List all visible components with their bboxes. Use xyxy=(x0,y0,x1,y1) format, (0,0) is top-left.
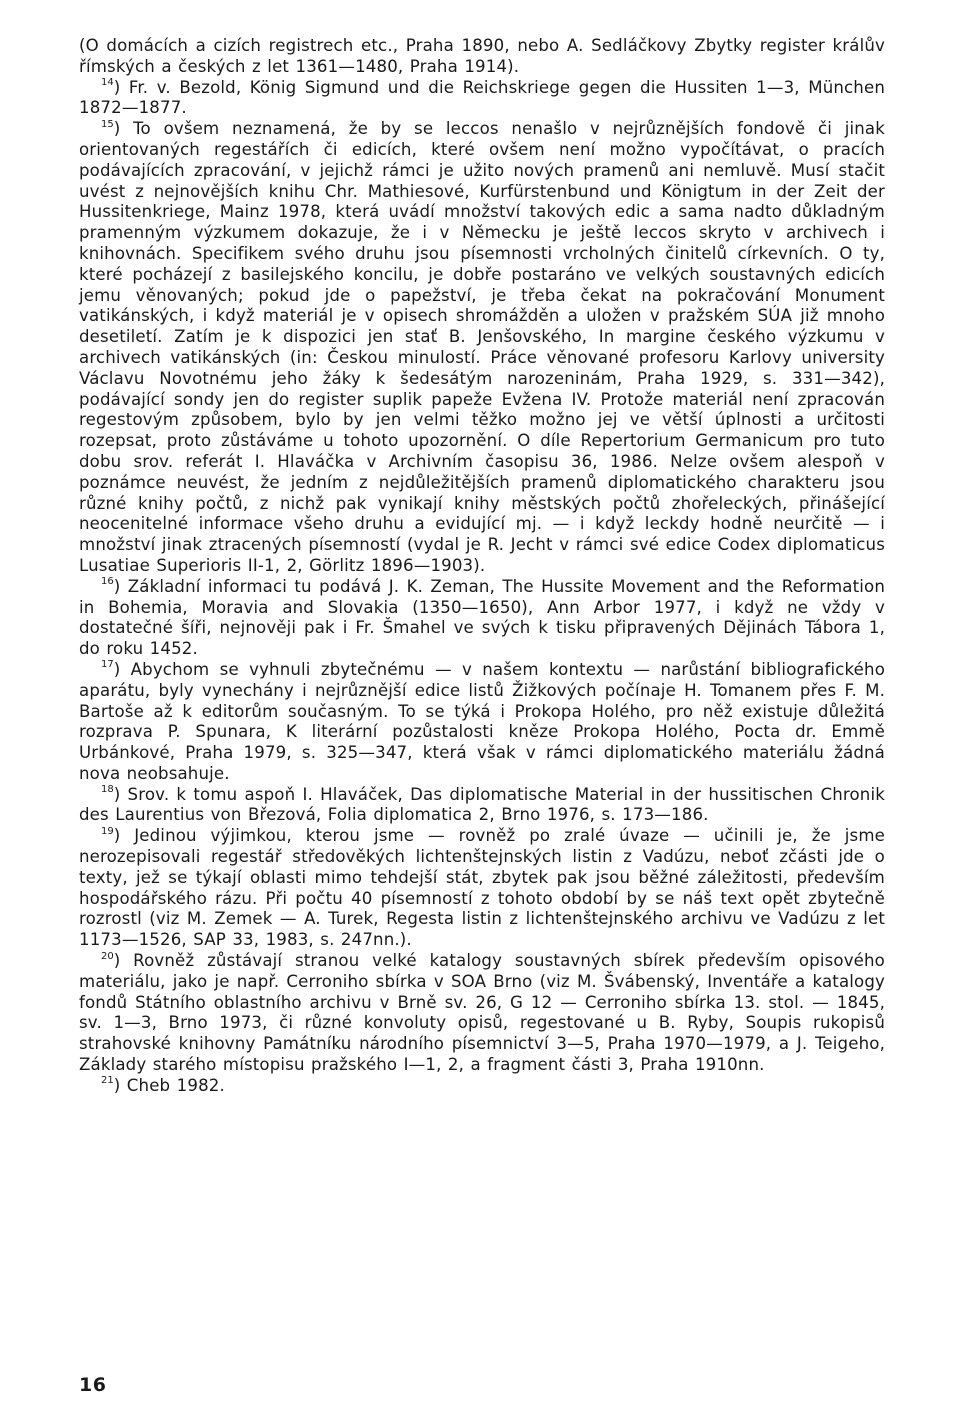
footnotes-block xyxy=(79,36,885,1097)
footnote-19: $^{19}$) Jedinou výjimkou, kterou jsme — rovněž po zralé úvaze — učinili je, že jsme nerozepisovali regestář středověkých lichtenštejnských listin z Vadúzu, neboť zčásti jde o texty, jež se týkají oblasti mimo tehdejší stát, zbytek pak jsou běžné záležitosti, především hospodářského rázu. Při počtu 40 písemností z tohoto období by se náš text opět zbytečně rozrostl (viz M. Zemek — A. Turek, Regesta listin z lichtenštejnského archivu ve Vadúzu z let 1173—1526, SAP 33, 1983, s. 247nn.). xyxy=(79,825,885,950)
footnote-text: Základní informaci tu podává J. K. Zeman, The Hussite Movement and the Reformation in Bohemia, Moravia and Slovakia (1350—1650), Ann Arbor 1977, i když ne vždy v dostatečné šíři, nejnověji pak i Fr. Šmahel ve svých k tisku připravených Dějinách Tábora 1, do roku 1452. xyxy=(79,576,885,659)
footnote-text: To ovšem neznamená, že by se leccos nenašlo v nejrůznějších fondově či jinak orientovaných regestářích či edicích, které ovšem není možno vypočítávat, o pracích podávajících zpracování, v jejichž rámci je užito nových pramenů ani nemluvě. Musí stačit uvést z nejnovějších knihu Chr. Mathiesové, Kurfürstenbund und Königtum in der Zeit der Hussitenkriege, Mainz 1978, která uvádí množství takových edic a sama nadto důkladným pramenným výzkumem dokazuje, že i v Německu je ještě leccos skryto v archivech i knihovnách. Specifikem svého druhu jsou písemnosti vrcholných činitelů církevních. O ty, které pocházejí z basilejského koncilu, je dobře postaráno ve velkých soustavných edicích jemu věnovaných; pokud jde o papežství, je třeba čekat na pokračování Monument vatikánských, i když materiál je v opisech shromážděn a uložen v pražském SÚA již mnoho desetiletí. Zatím je k dispozici jen stať B. Jenšovského, In margine českého výzkumu v archivech vatikánských (in: Českou minulostí. Práce věnované profesoru Karlovy university Václavu Novotnému jeho žáky k šedesátým narozeninám, Praha 1929, s. 331—342), podávající sondy jen do register suplik papeže Evžena IV. Protože materiál není zpracován regestovým způsobem, bylo by jen velmi těžko možno jej ve větší úplnosti a určitosti rozepsat, proto zůstáváme u tohoto upozornění. O díle Repertorium Germanicum pro tuto dobu srov. referát I. Hlaváčka v Archivním časopisu 36, 1986. Nelze ovšem alespoň v poznámce neuvést, že jedním z nejdůležitějších pramenů diplomatického charakteru jsou různé knihy počtů, z nichž pak vynikají knihy městských počtů zhořeleckých, přinášející neocenitelné informace všeho druhu a evidující mj. — i když leckdy hodně neurčitě — i množství jinak ztracených písemností (vydal je R. Jecht v rámci své edice Codex diplomaticus Lusatiae Superioris II-1, 2, Görlitz 1896—1903). xyxy=(79,119,885,575)
footnote-text: Rovněž zůstávají stranou velké katalogy soustavných sbírek především opisového materiálu, jako je např. Cerroniho sbírka v SOA Brno (viz M. Švábenský, Inventáře a katalogy fondů Státního oblastního archivu v Brně sv. 26, G 12 — Cerroniho sbírka 13. stol. — 1845, sv. 1—3, Brno 1973, či různé konvoluty opisů, regestované u B. Ryby, Soupis rukopisů strahovské knihovny Památníku národního písemnictví 3—5, Praha 1970—1979, a J. Teigeho, Základy starého místopisu pražského I—1, 2, a fragment části 3, Praha 1910nn. xyxy=(79,951,885,1075)
footnote-18: $^{18}$) Srov. k tomu aspoň I. Hlaváček, Das diplomatische Material in der hussitischen Chronik des Laurentius von Březová, Folia diplomatica 2, Brno 1976, s. 173—186. xyxy=(79,784,885,825)
footnote-number: 17 xyxy=(101,659,114,671)
footnote-number: 20 xyxy=(101,950,114,962)
footnote-number: 15 xyxy=(101,118,114,130)
footnote-17: $^{17}$) Abychom se vyhnuli zbytečnému — v našem kontextu — narůstání bibliografického aparátu, byly vynechány i nejrůznější edice listů Žižkových počínaje H. Tomanem přes F. M. Bartoše až k editorům současným. To se týká i Prokopa Holého, pro něž existuje důležitá rozprava P. Spunara, K literární pozůstalosti kněze Prokopa Holého, Pocta dr. Emmě Urbánkové, Praha 1979, s. 325—347, která však v rámci diplomatického materiálu žádná nova neobsahuje. xyxy=(79,659,885,783)
page-number: 16 xyxy=(79,1374,107,1396)
footnote-14: $^{14}$) Fr. v. Bezold, König Sigmund und die Reichskriege gegen die Hussiten 1—3, München 1872—1877. xyxy=(79,77,885,118)
footnote-text: Jedinou výjimkou, kterou jsme — rovněž po zralé úvaze — učinili je, že jsme nerozepisovali regestář středověkých lichtenštejnských listin z Vadúzu, neboť zčásti jde o texty, jež se týkají oblasti mimo tehdejší stát, zbytek pak jsou běžné záležitosti, především hospodářského rázu. Při počtu 40 písemností z tohoto období by se náš text opět zbytečně rozrostl (viz M. Zemek — A. Turek, Regesta listin z lichtenštejnského archivu ve Vadúzu z let 1173—1526, SAP 33, 1983, s. 247nn.). xyxy=(79,826,885,950)
footnote-21: $^{21}$) Cheb 1982. xyxy=(101,1075,225,1095)
footnote-text: Srov. k tomu aspoň I. Hlaváček, Das diplomatische Material in der hussitischen Chronik des Laurentius von Březová, Folia diplomatica 2, Brno 1976, s. 173—186. xyxy=(79,784,885,825)
footnote-number: 19 xyxy=(101,825,114,837)
footnote-13-continuation: (O domácích a cizích registrech etc., Praha 1890, nebo A. Sedláčkovy Zbytky register králův římských a českých z let 1361—1480, Praha 1914). xyxy=(79,36,885,76)
footnote-text: Cheb 1982. xyxy=(126,1075,225,1095)
footnote-number: 16 xyxy=(101,576,114,588)
footnote-text: Fr. v. Bezold, König Sigmund und die Reichskriege gegen die Hussiten 1—3, München 1872—1877. xyxy=(79,77,885,118)
footnote-16: $^{16}$) Základní informaci tu podává J. K. Zeman, The Hussite Movement and the Reformation in Bohemia, Moravia and Slovakia (1350—1650), Ann Arbor 1977, i když ne vždy v dostatečné šíři, nejnověji pak i Fr. Šmahel ve svých k tisku připravených Dějinách Tábora 1, do roku 1452. xyxy=(79,576,885,659)
footnote-text: Abychom se vyhnuli zbytečnému — v našem kontextu — narůstání bibliografického aparátu, byly vynechány i nejrůznější edice listů Žižkových počínaje H. Tomanem přes F. M. Bartoše až k editorům současným. To se týká i Prokopa Holého, pro něž existuje důležitá rozprava P. Spunara, K literární pozůstalosti kněze Prokopa Holého, Pocta dr. Emmě Urbánkové, Praha 1979, s. 325—347, která však v rámci diplomatického materiálu žádná nova neobsahuje. xyxy=(79,659,885,783)
footnote-20: $^{20}$) Rovněž zůstávají stranou velké katalogy soustavných sbírek především opisového materiálu, jako je např. Cerroniho sbírka v SOA Brno (viz M. Švábenský, Inventáře a katalogy fondů Státního oblastního archivu v Brně sv. 26, G 12 — Cerroniho sbírka 13. stol. — 1845, sv. 1—3, Brno 1973, či různé konvoluty opisů, regestované u B. Ryby, Soupis rukopisů strahovské knihovny Památníku národního písemnictví 3—5, Praha 1970—1979, a J. Teigeho, Základy starého místopisu pražského I—1, 2, a fragment části 3, Praha 1910nn. xyxy=(79,950,885,1075)
footnote-number: 18 xyxy=(101,784,114,796)
footnote-15: $^{15}$) To ovšem neznamená, že by se leccos nenašlo v nejrůznějších fondově či jinak orientovaných regestářích či edicích, které ovšem není možno vypočítávat, o pracích podávajících zpracování, v jejichž rámci je užito nových pramenů ani nemluvě. Musí stačit uvést z nejnovějších knihu Chr. Mathiesové, Kurfürstenbund und Königtum in der Zeit der Hussitenkriege, Mainz 1978, která uvádí množství takových edic a sama nadto důkladným pramenným výzkumem dokazuje, že i v Německu je ještě leccos skryto v archivech i knihovnách. Specifikem svého druhu jsou písemnosti vrcholných činitelů církevních. O ty, které pocházejí z basilejského koncilu, je dobře postaráno ve velkých soustavných edicích jemu věnovaných; pokud jde o papežství, je třeba čekat na pokračování Monument vatikánských, i když materiál je v opisech shromážděn a uložen v pražském SÚA již mnoho desetiletí. Zatím je k dispozici jen stať B. Jenšovského, In margine českého výzkumu v archivech vatikánských (in: Českou minulostí. Práce věnované profesoru Karlovy university Václavu Novotnému jeho žáky k šedesátým narozeninám, Praha 1929, s. 331—342), podávající sondy jen do register suplik papeže Evžena IV. Protože materiál není zpracován regestovým způsobem, bylo by jen velmi těžko možno jej ve větší úplnosti a určitosti rozepsat, proto zůstáváme u tohoto upozornění. O díle Repertorium Germanicum pro tuto dobu srov. referát I. Hlaváčka v Archivním časopisu 36, 1986. Nelze ovšem alespoň v poznámce neuvést, že jedním z nejdůležitějších pramenů diplomatického charakteru jsou různé knihy počtů, z nichž pak vynikají knihy městských počtů zhořeleckých, přinášející neocenitelné informace všeho druhu a evidující mj. — i když leckdy hodně neurčitě — i množství jinak ztracených písemností (vydal je R. Jecht v rámci své edice Codex diplomaticus Lusatiae Superioris II-1, 2, Görlitz 1896—1903). xyxy=(79,118,885,575)
footnote-number: 14 xyxy=(101,77,114,89)
footnote-number: 21 xyxy=(101,1075,114,1087)
